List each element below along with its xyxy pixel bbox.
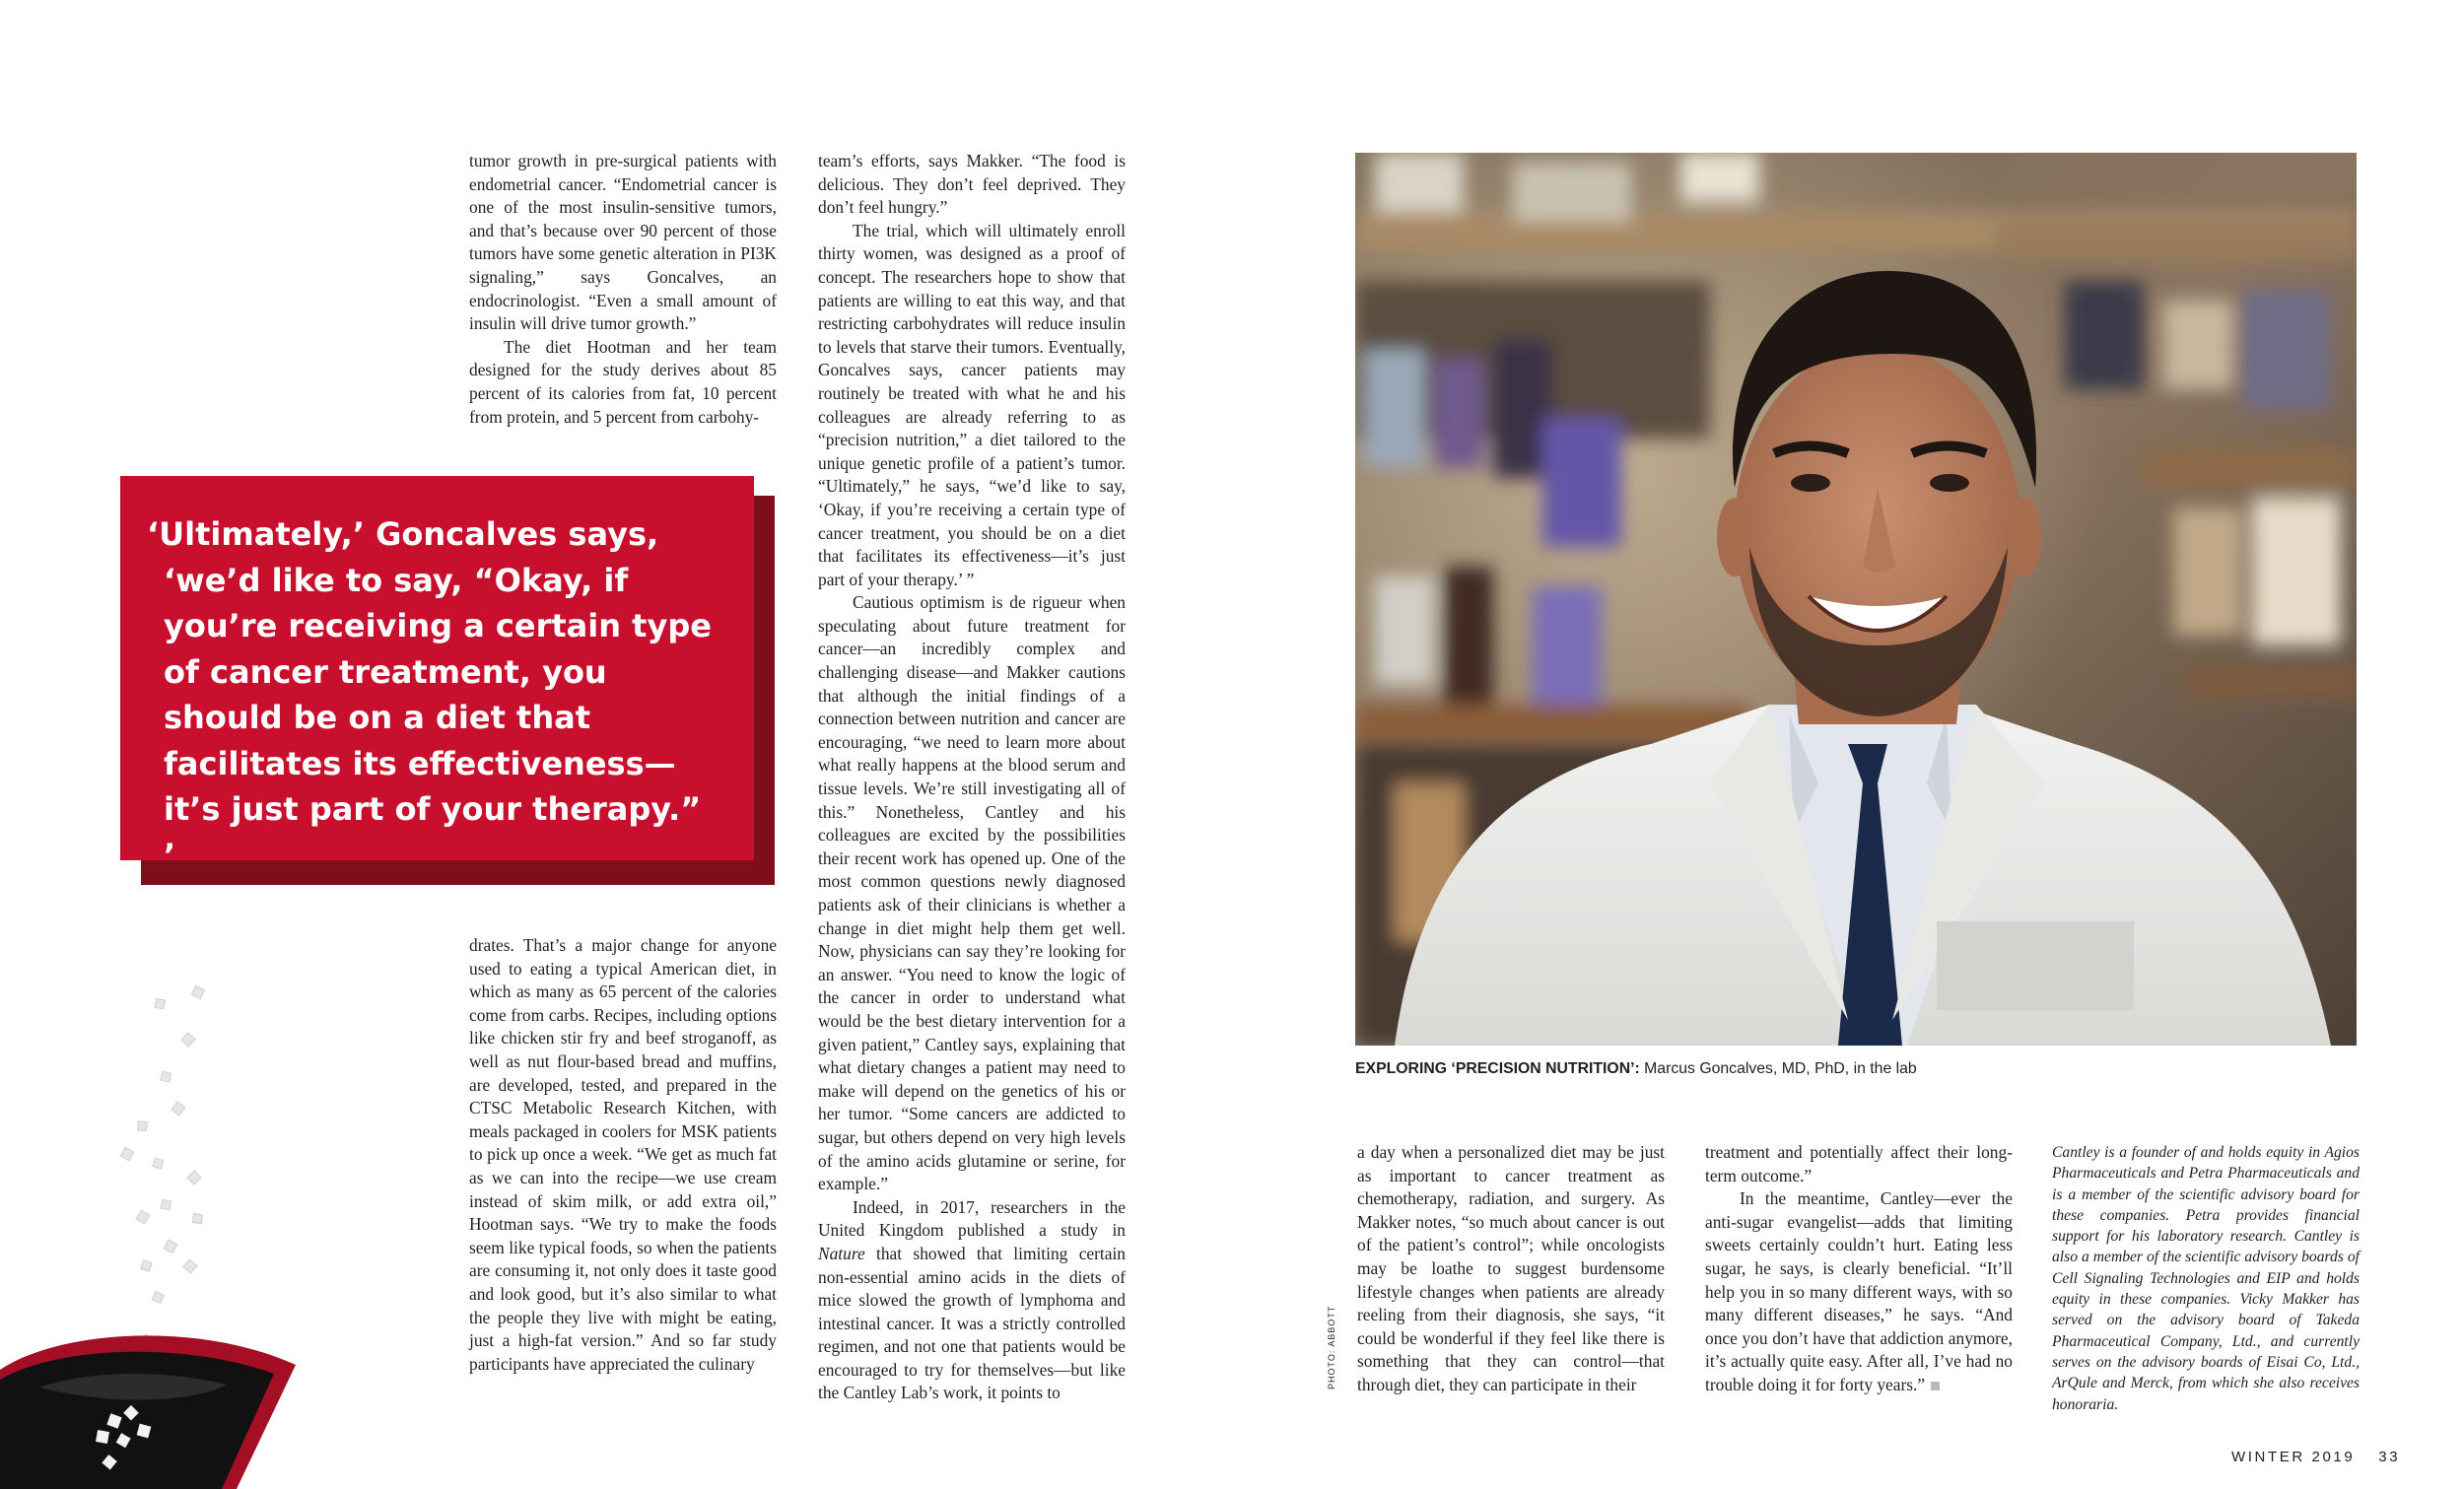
sugar-bowl-graphic: [0, 976, 315, 1489]
photo-caption: [1355, 1060, 2357, 1078]
caption-title: EXPLORING ‘PRECISION NUTRITION’:: [1355, 1060, 1640, 1077]
article-column-4: [1705, 1141, 2013, 1397]
paragraph: team’s efforts, says Makker. “The food is delicious. They don’t feel deprived. They don’t feel hungry.”: [818, 151, 1126, 218]
article-column-1-bottom: [469, 934, 777, 1376]
paragraph: Cantley is a founder of and holds equity in Agios Pharmaceuticals and Petra Pharmaceuticals and is a member of the scientific advisory board for these companies. Petra provides financial support for his laboratory research. Cantley is also a member of the scientific advisory boards of Cell Signaling Technologies and EIP and holds equity in these companies. Vicky Makker has served on the advisory board of Takeda Pharmaceutical Company, Ltd., and currently serves on the advisory boards of Eisai Co, Ltd., ArQule and Merck, from which she also receives honoraria.: [2052, 1144, 2360, 1413]
photo-credit: PHOTO: ABBOTT: [1327, 1305, 1336, 1389]
paragraph: [818, 1196, 1126, 1405]
lab-portrait-illustration: [1355, 153, 2357, 1046]
paragraph: Cautious optimism is de rigueur when speculating about future treatment for cancer—an incredibly complex and challenging disease—and Makker cautions that although the initial findings of a connection between nutrition and cancer are encouraging, “we need to learn more about what really happens at the blood serum and tissue levels. We’re still investigating all of this.” Nonetheless, Cantley and his colleagues are excited by the possibilities their recent work has opened up. One of the most common questions newly diagnosed patients ask of their clinicians is whether a change in diet might help them get well. Now, physicians can say they’re looking for an answer. “You need to know the logic of the cancer in order to understand what would be the best dietary intervention for a given patient,” Cantley says, explaining that what dietary changes a patient may need to make will depend on the genetics of his or her tumor. “Some cancers are addicted to sugar, but others depend on very high levels of the amino acids glutamine or serine, for example.”: [818, 592, 1126, 1194]
article-column-1-top: [469, 150, 777, 429]
paragraph: a day when a personalized diet may be just as important to cancer treatment as chemotherapy, radiation, and surgery. As Makker notes, “so much about cancer is out of the patient’s control”; while oncologists may be loathe to suggest burdensome lifestyle changes when patients are already reeling from their diagnosis, she says, “it could be wonderful if they feel like there is something that they can control—that through diet, they can participate in their: [1357, 1142, 1665, 1394]
paragraph: drates. That’s a major change for anyone used to eating a typical American diet, in which as many as 65 percent of the calories come from carbs. Recipes, including options like chicken stir fry and beef stroganoff, as well as nut flour-based bread and muffins, are developed, tested, and prepared in the CTSC Metabolic Research Kitchen, with meals packaged in coolers for MSK patients to pick up once a week. “We get as much fat as we can into the recipe—we use cream instead of skim milk, or add extra oil,” Hootman says. “We try to make the foods seem like typical foods, so when the patients are consuming it, not only does it taste good and look good, but it’s also similar to what the people they live with might be eating, just a high-fat version.” And so far study participants have appreciated the culinary: [469, 935, 777, 1374]
paragraph: tumor growth in pre-surgical patients with endometrial cancer. “Endometrial cancer is one of the most insulin-sensitive tumors, and that’s because over 90 percent of those tumors have some genetic alteration in PI3K signaling,” says Goncalves, an endocrinologist. “Even a small amount of insulin will drive tumor growth.”: [469, 151, 777, 334]
journal-title: Nature: [818, 1243, 865, 1263]
disclosure-note: [2052, 1142, 2360, 1415]
page-number: 33: [2378, 1449, 2401, 1465]
text-run: In the meantime, Cantley—ever the anti-sugar evangelist—adds that limiting sweets certainly couldn’t hurt. Eating less sugar, he says, is clearly beneficial. “It’ll help you in so many different ways, with so many different diseases,” he says. “And once you don’t have that addiction anymore, it’s actually quite easy. After all, I’ve had no trouble doing it for forty years.”: [1705, 1188, 2013, 1394]
paragraph: The trial, which will ultimately enroll thirty women, was designed as a proof of concept. The researchers hope to show that patients are willing to eat this way, and that restricting carbohydrates will reduce insulin to levels that starve their tumors. Eventually, Goncalves says, cancer patients may routinely be treated with what he and his colleagues are already referring to as “precision nutrition,” a diet tailored to the unique genetic profile of a patient’s tumor. “Ultimately,” he says, “we’d like to say, ‘Okay, if you’re receiving a certain type of cancer treatment, you should be on a diet that facilitates its effectiveness—it’s just part of your therapy.’ ”: [818, 220, 1126, 589]
pull-quote: [120, 476, 754, 874]
paragraph: The diet Hootman and her team designed for the study derives about 85 percent of its calories from fat, 10 percent from protein, and 5 percent from carbohy-: [469, 336, 777, 427]
text-run: that showed that limiting certain non-essential amino acids in the diets of mice slowed the growth of lymphoma and intestinal cancer. It was a strictly controlled regimen, and not one that patients would be encouraged to try for themselves—but like the Cantley Lab’s work, it points to: [818, 1243, 1126, 1403]
text-run: Indeed, in 2017, researchers in the United Kingdom published a study in: [818, 1196, 1126, 1241]
paragraph: [1705, 1187, 2013, 1396]
paragraph: treatment and potentially affect their long-term outcome.”: [1705, 1142, 2013, 1185]
article-column-3: [1357, 1141, 1665, 1397]
page-folio: [2231, 1449, 2400, 1465]
issue-label: WINTER 2019: [2231, 1449, 2356, 1465]
portrait-photo: [1355, 153, 2357, 1046]
article-column-2: [818, 150, 1126, 1405]
pull-quote-text: ‘we’d like to say, “Okay, if you’re receiving a certain type of cancer treatment, you should be on a diet that facilitates its effectiveness—it’s just part of your therapy.” ’: [164, 561, 712, 874]
caption-text: Marcus Goncalves, MD, PhD, in the lab: [1644, 1060, 1917, 1077]
end-of-article-mark: [1931, 1382, 1940, 1390]
pull-quote-line: ‘Ultimately,’ Goncalves says,: [147, 515, 659, 553]
